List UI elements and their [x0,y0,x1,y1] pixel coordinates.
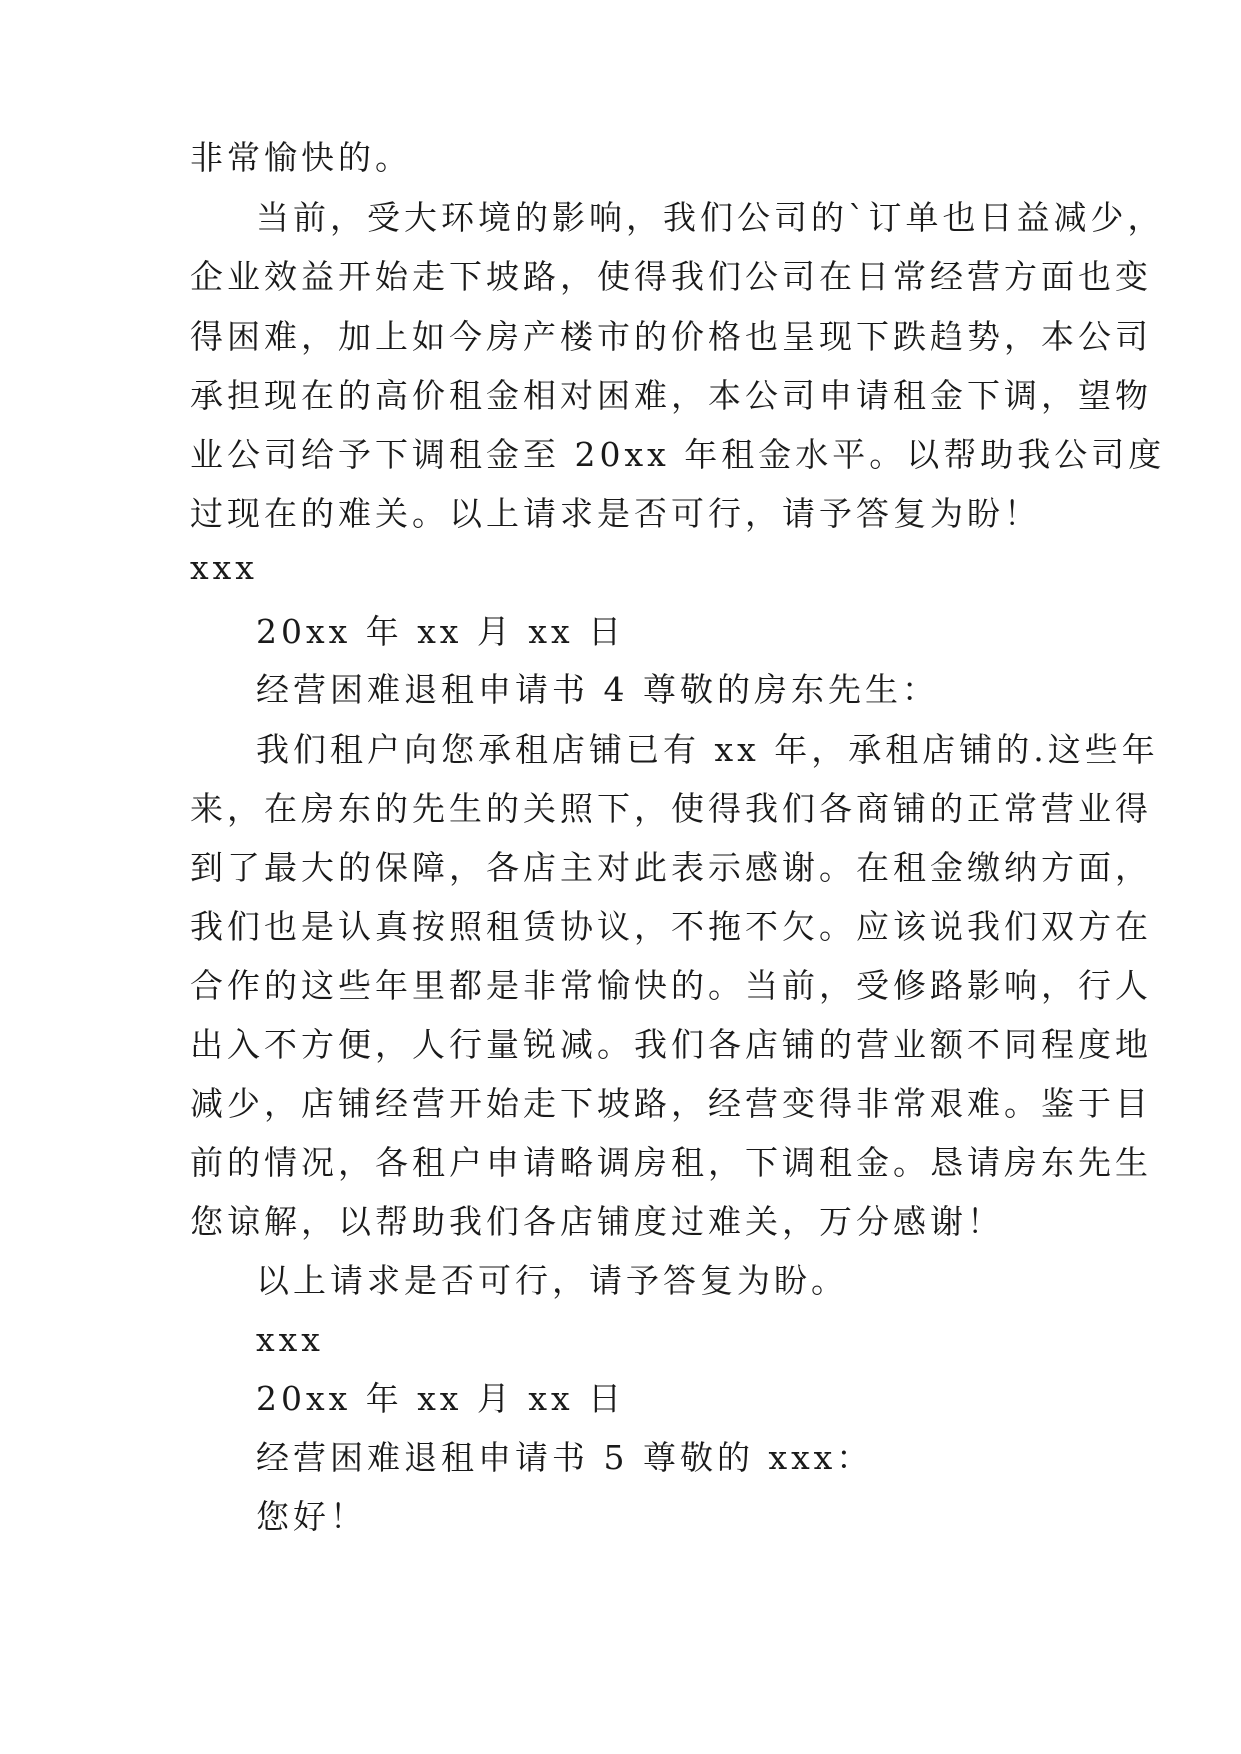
text-line: 当前，受大环境的影响，我们公司的`订单也日益减少， [256,198,1165,237]
text-line: 前的情况，各租户申请略调房租，下调租金。恳请房东先生 [190,1143,1152,1182]
text-line: 我们也是认真按照租赁协议，不拖不欠。应该说我们双方在 [190,907,1152,946]
text-line: 经营困难退租申请书 4 尊敬的房东先生： [256,670,939,709]
text-line: 20xx 年 xx 月 xx 日 [256,612,626,651]
text-line: 过现在的难关。以上请求是否可行，请予答复为盼！ [190,494,1041,533]
text-line: 减少，店铺经营开始走下坡路，经营变得非常艰难。鉴于目 [190,1084,1152,1123]
text-line: 承担现在的高价租金相对困难，本公司申请租金下调，望物 [190,376,1152,415]
text-line: xxx [256,1320,324,1359]
text-line: 非常愉快的。 [190,138,412,177]
text-line: 业公司给予下调租金至 20xx 年租金水平。以帮助我公司度 [190,435,1166,474]
text-line: 您好！ [256,1497,367,1536]
text-line: 来，在房东的先生的关照下，使得我们各商铺的正常营业得 [190,789,1152,828]
text-line: 得困难，加上如今房产楼市的价格也呈现下跌趋势，本公司 [190,317,1152,356]
text-line: 经营困难退租申请书 5 尊敬的 xxx： [256,1438,874,1477]
text-line: xxx [190,548,258,587]
text-line: 出入不方便，人行量锐减。我们各店铺的营业额不同程度地 [190,1025,1152,1064]
text-line: 我们租户向您承租店铺已有 xx 年，承租店铺的.这些年 [256,730,1159,769]
text-line: 企业效益开始走下坡路，使得我们公司在日常经营方面也变 [190,257,1152,296]
text-line: 到了最大的保障，各店主对此表示感谢。在租金缴纳方面， [190,848,1152,887]
text-line: 以上请求是否可行，请予答复为盼。 [256,1261,848,1300]
text-line: 合作的这些年里都是非常愉快的。当前，受修路影响，行人 [190,966,1152,1005]
text-line: 您谅解，以帮助我们各店铺度过难关，万分感谢！ [190,1202,1004,1241]
text-line: 20xx 年 xx 月 xx 日 [256,1379,626,1418]
